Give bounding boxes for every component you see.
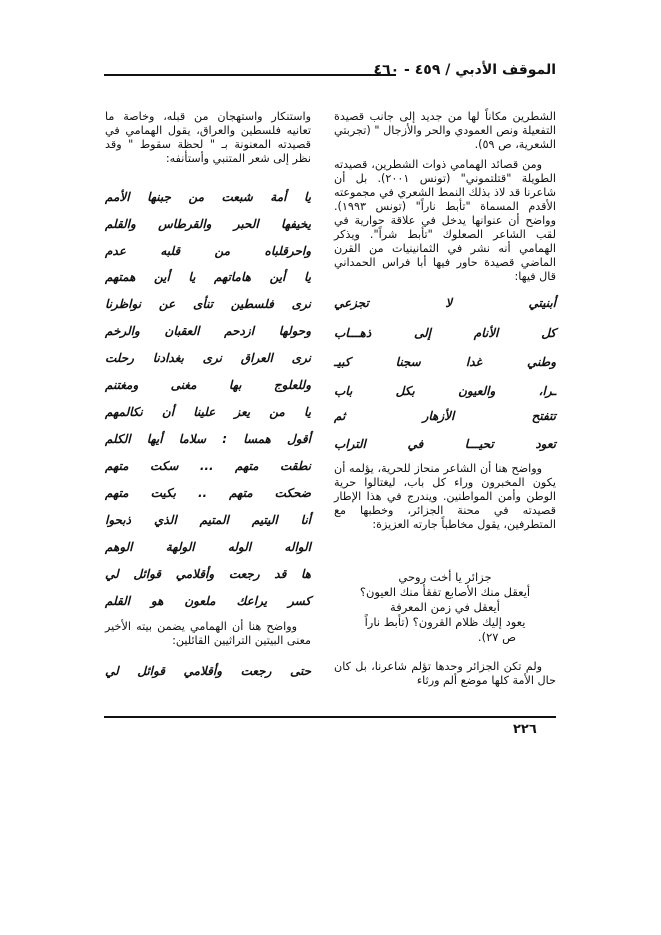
page-number: ٢٢٦ <box>513 722 537 737</box>
right-paragraph-1: الشطرين مكاناً لها من جديد إلى جانب قصيدة التفعيلة ونص العمودي والحر والأزجال " (تجربتي الشعرية، ص ٥٩). <box>334 110 556 151</box>
right-verse-6: تعود تحيـــا في التراب <box>334 437 556 451</box>
left-verse-10: أقول همسا : سلاما أيها الكلم <box>105 432 311 446</box>
right-verse-2: كل الأنام إلى ذهـــاب <box>334 326 556 340</box>
left-verse-11: نطقت متهم ... سكت متهم <box>105 459 311 473</box>
poem-line-1: جزائر يا أخت روحي <box>398 570 492 584</box>
right-paragraph-2: ومن قصائد الهمامي ذوات الشطرين، قصيدته الطويلة "قتلتموني" (تونس ٢٠٠١). بل أن شاعرنا قد لاذ بذلك النمط الشعري في مجموعته الأقدم المسماة "تأبط ناراً" (تونس ١٩٩٣). وواضح أن عنوانها يدخل في علاقة حوارية في لقب الشاعر الصعلوك "تأبط شراً". ويذكر الهمامي أنه نشر في الثمانينيات من القرن الماضي قصيدة حاور فيها أبا فراس الحمداني قال فيها: <box>334 158 557 283</box>
left-verse-15: ها قد رجعت وأقلامي قوائل لي <box>105 567 311 581</box>
footer-rule <box>104 716 556 718</box>
right-verse-3: وطني غدا سجنا كبيـ <box>334 355 556 369</box>
left-verse-1: يا أمة شبعت من جبنها الأمم <box>105 190 311 204</box>
left-verse-8: وللعلوج بها مغنى ومغتنم <box>105 378 311 392</box>
left-verse-14: الواله الوله الولهة الوهم <box>105 540 311 554</box>
right-paragraph-3: وواضح هنا أن الشاعر منحاز للحرية، يؤلمه أن يكون المخبرون وراء كل باب، ليغتالوا حرية الوطن وأمن المواطنين. ويندرج في هذا الإطار قصيدته في محنة الجزائر، وخطبها مع المتطرفين، يقول مخاطباً جارته العزيزة: <box>334 462 556 531</box>
left-verse-5: نرى فلسطين تنأى عن نواظرنا <box>105 297 311 311</box>
left-final-verse: حتى رجعت وأقلامي قوائل لي <box>105 664 311 678</box>
left-paragraph-1: واستنكار واستهجان من قبله، وخاصة ما تعانيه فلسطين والعراق، يقول الهمامي في قصيدته المعنونة بـ " لحظة سقوط " وقد نظر إلى شعر المتنبي وأستأنفه: <box>105 110 311 165</box>
poem-line-3: أيعقل في زمن المعرفة <box>390 600 500 614</box>
left-paragraph-2: وواضح هنا أن الهمامي يضمن بيته الأخير معنى البيتين التراثيين القائلين: <box>105 620 311 647</box>
right-verse-5: تتفتح الأزهار ثم <box>334 409 556 423</box>
poem-line-2: أيعقل منك الأصابع تفقأ منك العيون؟ <box>359 585 531 599</box>
header-rule <box>104 74 396 76</box>
left-column <box>105 110 311 166</box>
journal-title: الموقف الأدبي / ٤٥٩ - ٤٦٠ <box>373 62 556 78</box>
left-verse-16: كسر يراعك ملعون هو القلم <box>105 594 311 608</box>
right-verse-1: أبنيتي لا تجزعي <box>334 296 556 310</box>
left-verse-2: يخيفها الحبر والقرطاس والقلم <box>105 217 311 231</box>
left-verse-7: نرى العراق نرى بغدادنا رحلت <box>105 351 311 365</box>
left-verse-13: أنا اليتيم المتيم الذي ذبحوا <box>105 513 311 527</box>
right-paragraph-4: ولم تكن الجزائر وحدها تؤلم شاعرنا، بل كان حال الأمة كلها موضع ألم ورثاء <box>334 660 556 687</box>
right-poem <box>334 570 556 645</box>
right-verse-4: ـرا، والعيون بكل باب <box>334 384 556 398</box>
page-header <box>104 62 556 84</box>
poem-line-5: ص ٢٧). <box>477 630 516 644</box>
left-verse-3: واحرقلباه من قلبه عدم <box>105 244 311 258</box>
left-verse-12: ضحكت متهم .. بكيت متهم <box>105 486 311 500</box>
left-verse-4: يا أين هاماتهم يا أين همتهم <box>105 270 311 284</box>
left-verse-6: وحولها ازدحم العقبان والرخم <box>105 324 311 338</box>
right-column <box>334 110 556 284</box>
poem-line-4: يعود إليك ظلام القرون؟ (تأبط ناراً <box>364 615 526 629</box>
left-verse-9: يا من يعز علينا أن نكالمهم <box>105 405 311 419</box>
